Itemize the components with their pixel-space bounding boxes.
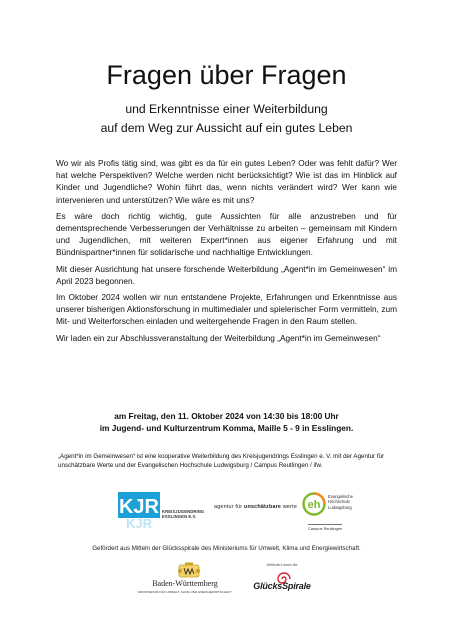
paragraph-october: Im Oktober 2024 wollen wir nun entstandene Projekte, Erfahrungen und Erkenntnisse aus unserer bisherigen Aktionsforschung in multimedialer und spielerischer Form vermitteln, zum Mit- und Weiterforschen einladen und weitergehende Fragen in den Raum stellen. [56,292,397,327]
body-text [56,157,397,348]
eh-mark-icon [302,492,326,516]
agentur-part-2: unschätzbare [243,504,282,510]
subtitle [0,100,453,138]
funding-note: Gefördert aus Mitteln der Glücksspirale des Ministeriums für Umwelt, Klima und Energiewirtschaft. [92,545,361,552]
kjr-mark-icon [118,492,160,530]
page-title: Fragen über Fragen [106,60,347,90]
agentur-part-1: agentur für [214,504,244,510]
eh-name [328,494,353,510]
event-date: am Freitag, den 11. Oktober 2024 von 14:30 bis 18:00 Uhr [114,411,339,421]
svg-text:KJR: KJR [125,516,153,530]
eh-ludwigsburg-logo [298,490,362,536]
gluecksspirale-logo [252,562,312,598]
event-details [0,410,453,434]
paragraph-questions: Wo wir als Profis tätig sind, was gibt es da für ein gutes Leben? Oder was fehlt dafür? Wer hat welche Perspektiven? Welche werden nicht berücksichtigt? Wie ist das im Hinblick auf Kinder und Jugendliche? Wohin führt das, wenn nichts verändert wird? Wer kann wie intervenieren und unterstützen? Wie wäre es mit uns? [56,158,397,205]
gs-name: GlücksSpirale [253,581,311,591]
cooperation-note: „Agent*in im Gemeinwesen“ ist eine kooperative Weiterbildung des Kreisjugendrings Esslingen e. V. mit der Agentur für unschätzbare Werte und der Evangelischen Hochschule Ludwigsburg / Campus Reutlingen / ifw. [58,453,385,469]
svg-text:eh: eh [307,499,321,511]
agentur-part-3: werte [281,504,298,510]
partner-logos [0,490,453,536]
svg-text:KJR: KJR [118,496,160,518]
gs-pretext: Gefördert durch die [266,563,298,567]
eh-name-line-3: Ludwigsburg [328,504,352,510]
subtitle-line-1: und Erkenntnisse einer Weiterbildung [125,102,328,116]
eh-name-line-1: Evangelische [328,494,353,499]
eh-campus: Campus Reutlingen [308,526,343,531]
paragraph-orientation: Mit dieser Ausrichtung hat unsere forschende Weiterbildung „Agent*in im Gemeinwesen“ im April 2023 begonnen. [56,263,397,286]
subtitle-line-2: auf dem Weg zur Aussicht auf ein gutes Leben [100,121,353,135]
kjr-logo [118,490,205,530]
bw-name: Baden-Württemberg [152,579,218,588]
paragraph-invitation: Wir laden ein zur Abschlussveranstaltung der Weiterbildung „Agent*in im Gemeinwesen“ [56,332,381,343]
kjr-name [162,509,204,519]
kjr-name-line-1: KREISJUGENDRING [162,509,205,514]
eh-name-line-2: Hochschule [328,499,350,505]
bw-ministry: MINISTERIUM FÜR UMWELT, KLIMA UND ENERGIEWIRTSCHAFT [138,590,232,594]
event-location: im Jugend- und Kulturzentrum Komma, Maille 5 - 9 in Esslingen. [99,423,354,434]
baden-wuerttemberg-logo [130,562,240,602]
agentur-logo [214,504,297,510]
kjr-name-line-2: ESSLINGEN E.V. [162,514,197,520]
paragraph-aspirations: Es wäre doch richtig wichtig, gute Aussichten für alle anzustreben und für dementsprechende Verbesserungen der Verhältnisse zu arbeiten – gemeinsam mit Kindern und Jugendlichen, mit weiteren Expert*innen aus eigener Erfahrung und mit Bündnispartner*innen für solidarische und nachhaltige Entwicklungen. [56,210,397,258]
coat-of-arms-icon [176,562,202,578]
